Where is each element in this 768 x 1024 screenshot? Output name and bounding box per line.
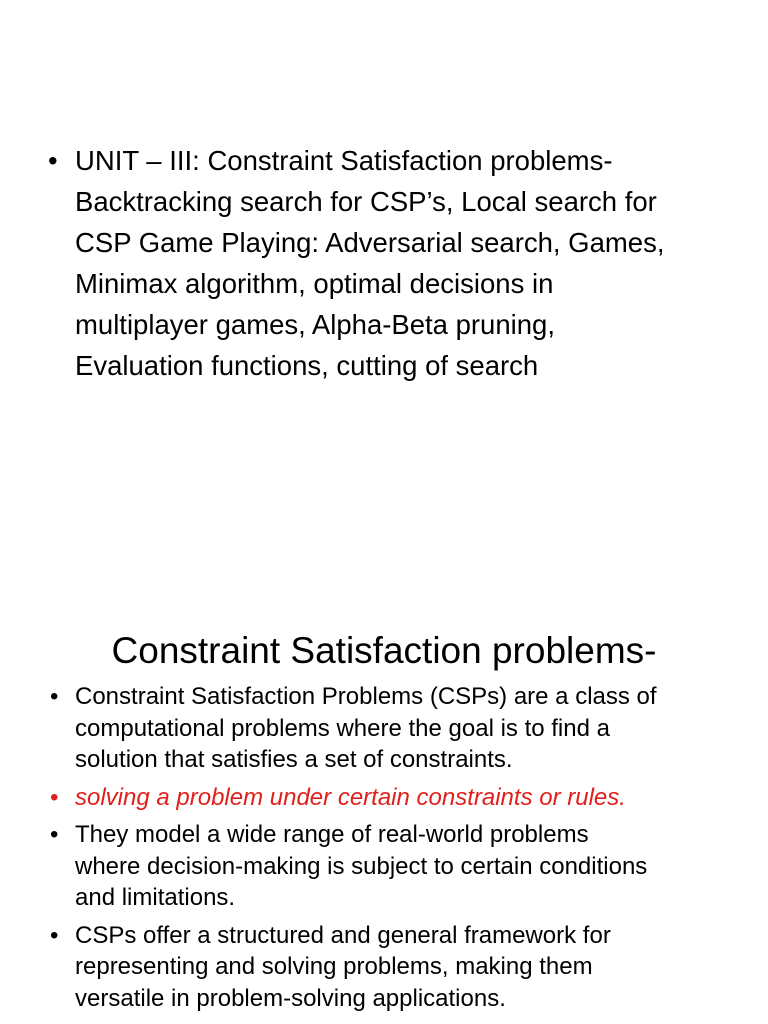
bullet-line: representing and solving problems, making them: [75, 953, 593, 980]
bullet-dot-icon: •: [50, 821, 59, 848]
bullet-dot-icon: •: [50, 683, 59, 710]
slide-2-bullet-model: [50, 819, 745, 914]
slide-1-bullet-list: [48, 140, 745, 386]
slide-2-title: Constraint Satisfaction problems-: [111, 630, 657, 671]
bullet-line: solving a problem under certain constraints or rules.: [75, 783, 626, 811]
slide-2-bullet-framework: [50, 920, 745, 1015]
slide-2-bullet-list: [50, 681, 745, 1020]
bullet-line: multiplayer games, Alpha-Beta pruning,: [75, 309, 555, 340]
bullet-line: UNIT – III: Constraint Satisfaction problems-: [75, 145, 613, 176]
bullet-line: CSP Game Playing: Adversarial search, Games,: [75, 227, 665, 258]
bullet-line: and limitations.: [75, 884, 236, 911]
bullet-line: solution that satisfies a set of constraints.: [75, 746, 513, 773]
bullet-line: Constraint Satisfaction Problems (CSPs) are a class of: [75, 683, 657, 710]
bullet-dot-icon: •: [50, 921, 59, 949]
slide-2: [0, 576, 768, 1024]
bullet-line: CSPs offer a structured and general framework for: [75, 921, 611, 949]
bullet-line: Evaluation functions, cutting of search: [75, 350, 539, 381]
bullet-line: where decision-making is subject to certain conditions: [75, 852, 648, 880]
slide-2-bullet-definition: [50, 681, 745, 776]
bullet-dot-icon: •: [50, 783, 59, 811]
bullet-line: Minimax algorithm, optimal decisions in: [75, 268, 554, 299]
bullet-line: versatile in problem-solving applications.: [75, 984, 506, 1012]
slide-1-bullet: [48, 140, 745, 386]
slide-2-bullet-highlight: [50, 782, 745, 814]
bullet-line: They model a wide range of real-world problems: [75, 821, 589, 848]
bullet-dot-icon: •: [48, 145, 58, 176]
bullet-line: computational problems where the goal is to find a: [75, 714, 610, 742]
bullet-line: Backtracking search for CSP’s, Local search for: [75, 186, 657, 217]
